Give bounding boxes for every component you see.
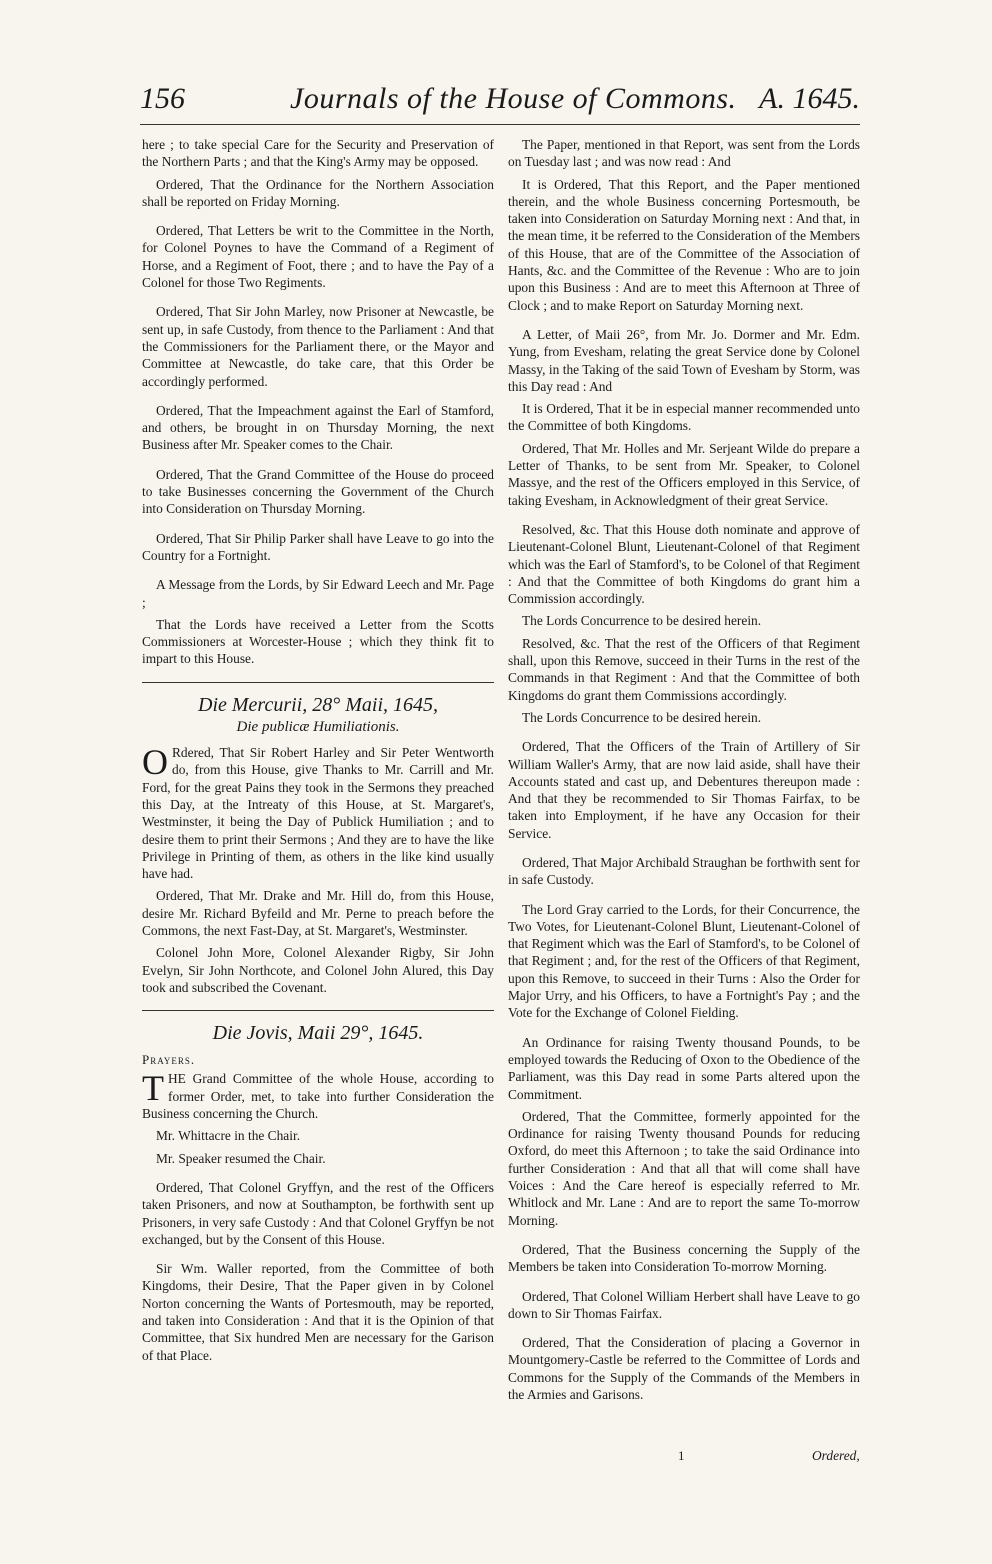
- entry-text: Rdered, That Sir Robert Harley and Sir Peter Wentworth do, from this House, give Thanks to Mr. Carrill and Mr. Ford, for the great Pains they took in the Sermons they preached this Day, at the Intreaty of this House, at St. Margaret's, Westminster, it being the Day of Publick Humiliation ; and to desire them to print their Sermons ; And they are to have the like Privilege in Printing of them, as others in the like kind usually have had.: [142, 745, 494, 882]
- entry: An Ordinance for raising Twenty thousand Pounds, to be employed towards the Reducing of Oxon to the Obedience of the Parliament, was this Day read in some Parts altered upon the Commitment.: [508, 1034, 860, 1102]
- entry: It is Ordered, That this Report, and the Paper mentioned therein, and the whole Business concerning Portesmouth, be taken into Consideration on Saturday Morning next : And that, in the mean time, it be referred to the Consideration of the Members of this House, that are of the Committee of the Association of Hants, &c. and the Committee of the Revenue : Who are to join upon this Business : And are to meet this Afternoon at Three of Clock ; and to make Report on Saturday Morning next.: [508, 176, 860, 313]
- entry: Ordered, That Colonel William Herbert shall have Leave to go down to Sir Thomas Fairfax.: [508, 1288, 860, 1321]
- entry: A Message from the Lords, by Sir Edward Leech and Mr. Page ;: [142, 577, 494, 610]
- entry-text: HE Grand Committee of the whole House, according to former Order, met, to take into further Consideration the Business concerning the Church.: [142, 1071, 494, 1122]
- entry: Ordered, That the Committee, formerly appointed for the Ordinance for raising Twenty thousand Pounds for reducing Oxford, do meet this Afternoon ; to take the said Ordinance into further Consideration : And that all that will come shall have Voices : And the Care hereof is especially referred to Mr. Whitlock and Mr. Lane : And are to report the same To-morrow Morning.: [508, 1108, 860, 1228]
- page-title: Journals of the House of Commons.: [290, 82, 737, 115]
- entry: It is Ordered, That it be in especial manner recommended unto the Committee of both Kingdoms.: [508, 401, 860, 434]
- entry: Resolved, &c. That this House doth nominate and approve of Lieutenant-Colonel Blunt, Lieutenant-Colonel of that Regiment which was the Earl of Stamford's, to be Colonel of that Regiment : And that the Committee of both Kingdoms do grant him a Commission accordingly.: [508, 521, 860, 607]
- entry: The Lords Concurrence to be desired herein.: [522, 613, 762, 629]
- left-column: [142, 136, 494, 1369]
- entry: Ordered, That the Consideration of placing a Governor in Mountgomery-Castle be referred to the Committee of Lords and Commons for the Supply of the Commands of the Members in the Armies and Garisons.: [508, 1335, 860, 1402]
- entry: [142, 744, 494, 882]
- entry: Mr. Whittacre in the Chair.: [156, 1128, 301, 1144]
- entry: Ordered, That Colonel Gryffyn, and the rest of the Officers taken Prisoners, and now at Southampton, be forthwith sent up Prisoners, in very safe Custody : And that Colonel Gryffyn be not exchanged, but by the Consent of this House.: [142, 1179, 494, 1247]
- entry: Ordered, That Major Archibald Straughan be forthwith sent for in safe Custody.: [508, 854, 860, 888]
- entry: Ordered, That Sir Philip Parker shall have Leave to go into the Country for a Fortnight.: [142, 530, 494, 563]
- entry: Ordered, That the Business concerning the Supply of the Members be taken into Consideration To-morrow Morning.: [508, 1241, 860, 1275]
- entry: Ordered, That the Officers of the Train of Artillery of Sir William Waller's Army, that are now laid aside, shall have their Accounts stated and cast up, and Debentures thereupon made : And that they be recommended to Sir Thomas Fairfax, to be taken into Employment, if he have any Occasion for their Service.: [508, 739, 860, 841]
- prayers-label: Prayers.: [142, 1052, 196, 1068]
- entry: Mr. Speaker resumed the Chair.: [156, 1150, 326, 1166]
- entry: The Lord Gray carried to the Lords, for their Concurrence, the Two Votes, for Lieutenant-Colonel Blunt, Lieutenant-Colonel of that Regiment which was the Earl of Stamford's, to be Colonel of that Regiment ; and, for the rest of the Officers of that Regiment, upon this Remove, to succeed in their Turns : Also the Order for Major Urry, and his Officers, to have a Fortnight's Pay ; and the Vote for the Exchange of Colonel Fielding.: [508, 901, 860, 1021]
- drop-capital: O: [142, 742, 168, 783]
- entry: Resolved, &c. That the rest of the Officers of that Regiment shall, upon this Remove, succeed in their Turns in the rest of the Commands in that Regiment : And that the Committee of both Kingdoms do grant them Commissions accordingly.: [508, 635, 860, 703]
- right-column: [508, 136, 860, 1408]
- day-heading: Die Jovis, Maii 29°, 1645.: [212, 1022, 424, 1045]
- day-subheading: Die publicæ Humiliationis.: [236, 718, 400, 735]
- entry: Ordered, That the Impeachment against the Earl of Stamford, and others, be brought in on Thursday Morning, the next Business after Mr. Speaker comes to the Chair.: [142, 402, 494, 453]
- entry: Ordered, That Letters be writ to the Committee in the North, for Colonel Poynes to have the Command of a Regiment of Horse, and a Regiment of Foot, there ; and to have the Pay of a Colonel for those Two Regiments.: [142, 223, 494, 291]
- page-year: A. 1645.: [759, 82, 860, 115]
- entry: Sir Wm. Waller reported, from the Committee of both Kingdoms, their Desire, That the Paper given in by Colonel Norton concerning the Wants of Portesmouth, may be reported, and taken into Consideration : And that it is the Opinion of that Committee, that Six hundred Men are necessary for the Garison of that Place.: [142, 1261, 494, 1363]
- entry: Ordered, That the Grand Committee of the House do proceed to take Businesses concerning the Government of the Church into Consideration on Thursday Morning.: [142, 466, 494, 517]
- entry: The Paper, mentioned in that Report, was sent from the Lords on Tuesday last ; and was now read : And: [508, 137, 860, 170]
- entry: [142, 1070, 494, 1122]
- page-number: 156: [140, 82, 185, 115]
- page-header: [140, 80, 860, 125]
- entry: Colonel John More, Colonel Alexander Rigby, Sir John Evelyn, Sir John Northcote, and Colonel John Alured, this Day took and subscribed the Covenant.: [142, 945, 494, 995]
- entry: Ordered, That Mr. Drake and Mr. Hill do, from this House, desire Mr. Richard Byfeild and Mr. Perne to preach before the Commons, the next Fast-Day, at St. Margaret's, Westminster.: [142, 888, 494, 938]
- entry: Ordered, That the Ordinance for the Northern Association shall be reported on Friday Morning.: [142, 176, 494, 209]
- section-divider: [142, 682, 494, 683]
- entry: The Lords Concurrence to be desired herein.: [522, 709, 762, 725]
- entry: Ordered, That Mr. Holles and Mr. Serjeant Wilde do prepare a Letter of Thanks, to be sent from Mr. Speaker, to Colonel Massye, and the rest of the Officers employed in this Service, of taking Evesham, in Acknowledgment of their great Service.: [508, 440, 860, 508]
- section-divider: [142, 1010, 494, 1011]
- day-heading: Die Mercurii, 28° Maii, 1645,: [198, 693, 438, 716]
- catchword: Ordered,: [812, 1448, 860, 1463]
- signature-mark: 1: [678, 1448, 685, 1463]
- entry: here ; to take special Care for the Security and Preservation of the Northern Parts ; and that the King's Army may be opposed.: [142, 137, 494, 170]
- entry: A Letter, of Maii 26°, from Mr. Jo. Dormer and Mr. Edm. Yung, from Evesham, relating the great Service done by Colonel Massy, in the Taking of the said Town of Evesham by Storm, was this Day read : And: [508, 326, 860, 394]
- drop-capital: T: [142, 1068, 164, 1109]
- entry: Ordered, That Sir John Marley, now Prisoner at Newcastle, be sent up, in safe Custody, from thence to the Parliament : And that the Commissioners for the Parliament there, or the Mayor and Committee at Newcastle, do take care, that this Order be accordingly performed.: [142, 304, 494, 389]
- entry: That the Lords have received a Letter from the Scotts Commissioners at Worcester-House ; which they think fit to impart to this House.: [142, 616, 494, 667]
